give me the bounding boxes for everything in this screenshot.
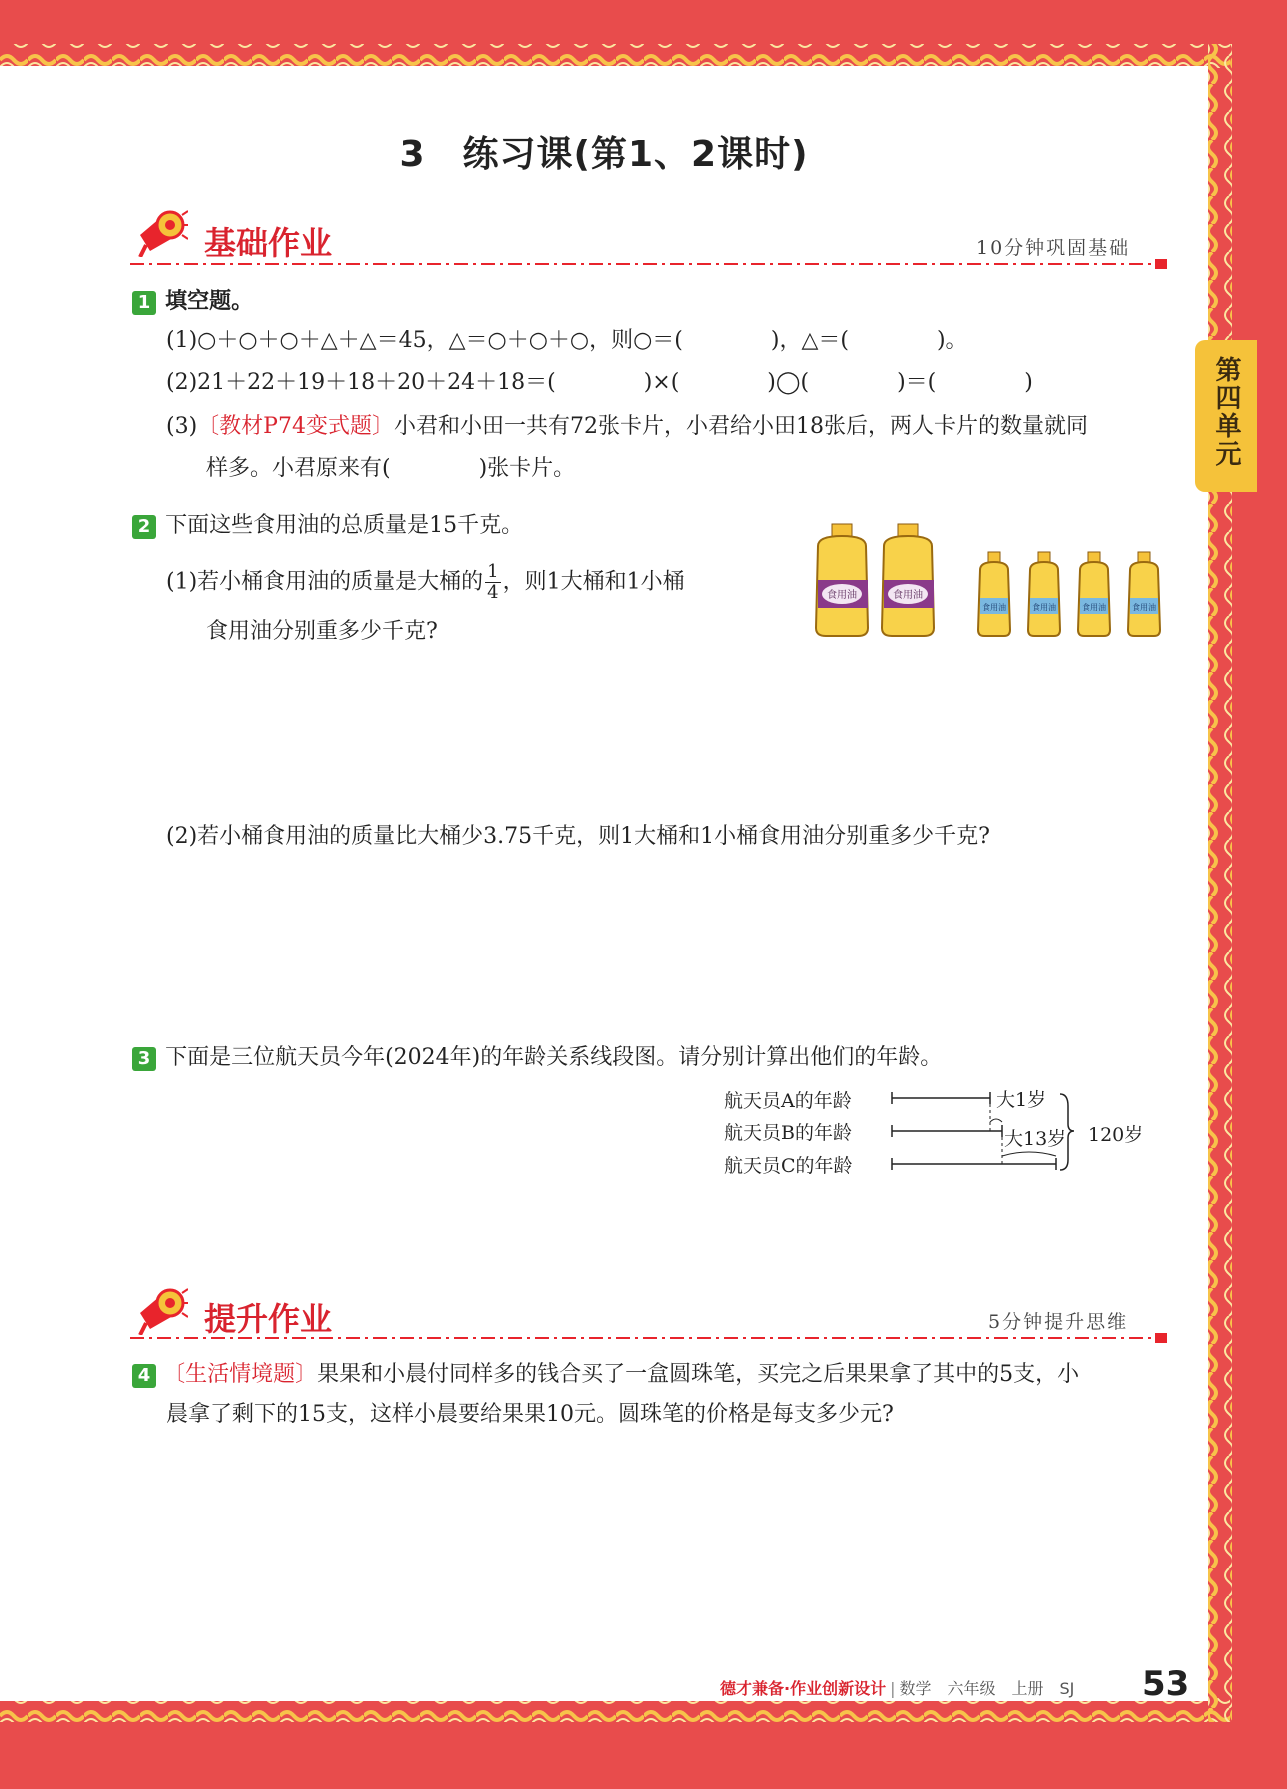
unit-side-tab: [1195, 340, 1257, 492]
q1-item-3-text: 小君和小田一共有72张卡片，小君给小田18张后，两人卡片的数量就同: [393, 414, 1088, 439]
q1-item-2: (2)21＋22＋19＋18＋20＋24＋18＝( )×( )◯( )＝( ): [166, 370, 1033, 395]
q2-part-2: (2)若小桶食用油的质量比大桶少3.75千克，则1大桶和1小桶食用油分别重多少千克?: [166, 824, 990, 849]
oil-bottles-illustration: [810, 520, 1180, 640]
diagram-note-1: 大1岁: [996, 1089, 1047, 1111]
page-number: 53: [1142, 1664, 1190, 1704]
q4-line-2: 晨拿了剩下的15支，这样小晨要给果果10元。圆珠笔的价格是每支多少元?: [166, 1402, 894, 1427]
question-number-1: 1: [132, 291, 156, 315]
megaphone-icon: [130, 205, 188, 257]
fraction-numerator: 1: [487, 561, 499, 582]
q2-part-1-a: (1)若小桶食用油的质量是大桶的: [166, 569, 484, 595]
megaphone-icon: [130, 1283, 188, 1335]
diagram-total: 120岁: [1088, 1124, 1144, 1146]
big-oil-bottle: [816, 524, 868, 636]
small-oil-bottle: [1078, 552, 1110, 636]
diagram-label-c: 航天员C的年龄: [724, 1155, 853, 1177]
q2-part-1: [166, 562, 685, 603]
small-oil-bottle: [978, 552, 1010, 636]
q1-item-3-prefix: (3): [166, 414, 198, 439]
question-number-2: 2: [132, 515, 156, 539]
small-bottle-label: 食用油: [1032, 603, 1056, 612]
small-bottle-label: 食用油: [1082, 603, 1106, 612]
section-divider: [130, 258, 1170, 270]
fraction-one-quarter: [485, 562, 500, 603]
q1-item-3-tag: 〔教材P74变式题〕: [197, 414, 394, 439]
footer-subject: 数学 六年级 上册 SJ: [899, 1679, 1075, 1698]
diagram-note-2: 大13岁: [1004, 1128, 1067, 1150]
page-title: 3 练习课(第1、2课时): [399, 134, 809, 175]
big-bottle-label: 食用油: [893, 590, 923, 601]
small-bottle-label: 食用油: [1132, 603, 1156, 612]
section-subtitle-basic: 10分钟巩固基础: [976, 237, 1131, 259]
diagram-label-b: 航天员B的年龄: [724, 1122, 852, 1144]
big-bottle-label: 食用油: [827, 590, 857, 601]
question-3-title: 下面是三位航天员今年(2024年)的年龄关系线段图。请分别计算出他们的年龄。: [165, 1045, 943, 1070]
section-divider: [130, 1332, 1170, 1344]
section-title-basic: 基础作业: [204, 224, 333, 262]
question-4: [132, 1360, 1079, 1390]
small-oil-bottle: [1128, 552, 1160, 636]
question-2-title: 下面这些食用油的总质量是15千克。: [165, 513, 524, 538]
footer-brand: 德才兼备·作业创新设计: [720, 1679, 887, 1698]
unit-side-tab-label: 第四单元: [1211, 356, 1241, 468]
section-title-advanced: 提升作业: [204, 1300, 333, 1338]
q4-line-1: 果果和小晨付同样多的钱合买了一盒圆珠笔，买完之后果果拿了其中的5支，小: [317, 1362, 1080, 1387]
q2-part-1-cont: 食用油分别重多少千克?: [206, 619, 438, 644]
big-oil-bottle: [882, 524, 934, 636]
small-bottle-label: 食用油: [982, 603, 1006, 612]
q2-part-1-b: ，则1大桶和1小桶: [502, 569, 685, 595]
q1-item-3: [166, 412, 1088, 442]
q4-tag: 〔生活情境题〕: [163, 1362, 318, 1387]
section-subtitle-advanced: 5分钟提升思维: [988, 1311, 1129, 1333]
q1-item-1: (1)○＋○＋○＋△＋△＝45，△＝○＋○＋○，则○＝( )，△＝( )。: [166, 328, 968, 353]
question-number-3: 3: [132, 1047, 156, 1071]
small-oil-bottle: [1028, 552, 1060, 636]
diagram-label-a: 航天员A的年龄: [724, 1090, 852, 1112]
footer-info: 德才兼备·作业创新设计 | 数学 六年级 上册 SJ: [720, 1679, 1075, 1698]
q1-item-3-cont: 样多。小君原来有( )张卡片。: [206, 456, 576, 481]
question-number-4: 4: [132, 1364, 156, 1388]
question-1-title: 填空题。: [165, 289, 254, 314]
fraction-denominator: 4: [487, 582, 499, 603]
